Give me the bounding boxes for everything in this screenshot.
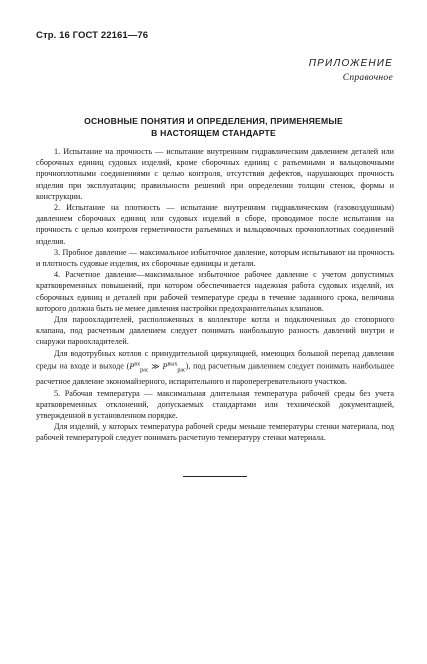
appendix-block <box>309 58 393 83</box>
paragraph-4: 4. Расчетное давление—максимальное избыточное рабочее давление с учетом допустимых кратковременных повышений, при котором обеспечивается надежная работа судовых изделий, их сборочных единиц и деталей при рабочей температуре среды в течение заданного срока, величина которого должна быть не менее давления настройки предохранительных клапанов. <box>36 270 394 313</box>
appendix-label: ПРИЛОЖЕНИЕ <box>308 58 393 69</box>
formula-symbol-in: P <box>129 361 135 371</box>
paragraph-1: 1. Испытание на прочность — испытание внутренним гидравлическим давлением деталей или сборочных единиц судовых изделий, кроме сборочных единиц с разъемными и вальцовочными прочноплотными соединениями с целью контроля, отсутствия дефектов, нарушающих прочность изделия при эксплуатации; правильности решений при определении толщин стенок, формы и конструкции. <box>36 147 394 201</box>
section-title <box>30 115 397 139</box>
end-divider <box>183 476 247 477</box>
paragraph-6-before: Для водотрубных котлов с принудительной циркуляцией, имеющих большой перепад давления среды на входе и выходе ( <box>36 348 394 371</box>
pressure-formula <box>129 360 186 374</box>
paragraph-5: Для пароохладителей, расположенных в коллекторе котла и подключенных до стопорного клапана, под расчетным давлением следует понимать наибольшую разность давлений внутри и снаружи пароохладителей. <box>36 315 394 347</box>
formula-symbol-out: P <box>162 361 168 371</box>
formula-sub-in: рас <box>140 367 149 374</box>
formula-sup-out: вых <box>167 360 178 367</box>
appendix-sublabel: Справочное <box>342 73 393 83</box>
page-header: Стр. 16 ГОСТ 22161—76 <box>36 30 149 41</box>
body-text <box>36 146 394 444</box>
paragraph-2: 2. Испытание на плотность — испытание внутренним гидравлическим (газовоздушным) давлением сборочных единиц или судовых изделий в сборе, проводимое после испытания на прочность с целью контроля герметичности разъемных и вальцовочных прочноплотных соединений изделия. <box>36 203 394 246</box>
paragraph-7: 5. Рабочая температура — максимальная длительная температура рабочей среды без учета кратковременных отклонений, допускаемых стандартами или технической документацией, утвержденной в установленном порядке. <box>36 388 394 421</box>
formula-sup-in: вх <box>134 360 141 367</box>
formula-sub-out: рас <box>177 367 186 374</box>
paragraph-8: Для изделий, у которых температура рабочей среды меньше температуры стенки материала, под рабочей температурой следует понимать расчетную температуру стенки материала. <box>36 422 394 443</box>
paragraph-3: 3. Пробное давление — максимальное избыточное давление, которым испытывают на прочность и плотность судовые изделия, их сборочные единицы и детали. <box>36 247 394 269</box>
section-title-line-2: В НАСТОЯЩЕМ СТАНДАРТЕ <box>151 128 276 138</box>
formula-relation: ≫ <box>148 361 163 371</box>
paragraph-6-after: ), под расчетным давлением следует понимать наибольшее расчетное давление экономайзерного, испарительного и пароперегревательного участков. <box>36 361 395 387</box>
section-title-line-1: ОСНОВНЫЕ ПОНЯТИЯ И ОПРЕДЕЛЕНИЯ, ПРИМЕНЯЕМЫЕ <box>84 116 343 126</box>
paragraph-6 <box>36 348 394 388</box>
